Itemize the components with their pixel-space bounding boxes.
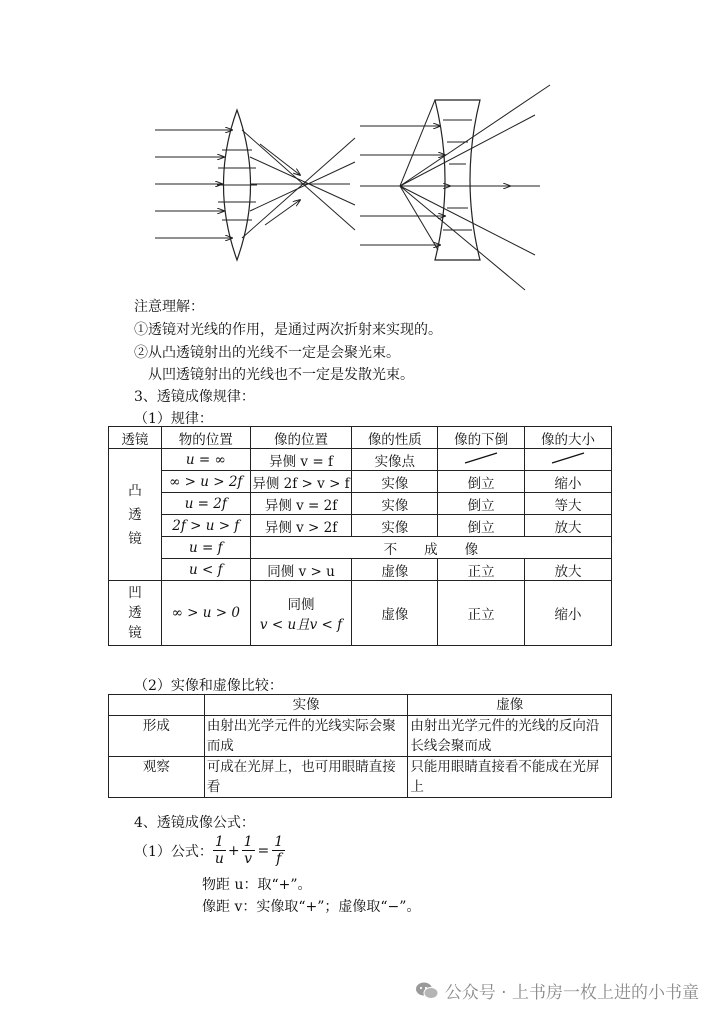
header-cell: 像的位置	[250, 427, 352, 449]
table-row	[109, 471, 612, 493]
table-row	[109, 757, 612, 798]
table-row	[109, 559, 612, 581]
equals-sign: =	[257, 842, 270, 859]
header-cell: 实像	[204, 695, 408, 716]
slash-mark	[548, 451, 588, 465]
header-cell	[109, 695, 205, 716]
nature-cell: 虚像	[352, 559, 438, 581]
nature-cell: 虚像	[352, 581, 438, 646]
img-pos-line2: v < u且v < f	[259, 617, 343, 633]
section3-sub1: （1）规律：	[134, 411, 213, 427]
fraction-1-over-f: $\frac{1}{f}$	[274, 834, 284, 867]
header-cell: 像的性质	[352, 427, 438, 449]
formula-line	[134, 834, 285, 867]
obj-pos-cell: u = ∞	[161, 449, 250, 471]
img-pos-cell: 异侧 v = 2f	[250, 493, 352, 515]
header-cell: 像的大小	[525, 427, 612, 449]
img-pos-cell: 同侧 v > u	[250, 559, 352, 581]
orient-cell: 倒立	[438, 471, 525, 493]
header-cell: 像的下倒	[438, 427, 525, 449]
orient-cell: 正立	[438, 581, 525, 646]
image-distance-note: 像距 v：实像取“+”；虚像取“−”。	[202, 899, 421, 915]
obj-pos-cell: u = f	[161, 537, 250, 559]
concave-lens-label: 凹 透 镜	[109, 581, 162, 646]
section4-title: 4、透镜成像公式：	[134, 815, 255, 831]
header-cell: 虚像	[408, 695, 612, 716]
row-label: 观察	[109, 757, 205, 798]
size-cell	[525, 449, 612, 471]
section3-title: 3、透镜成像规律：	[134, 389, 255, 405]
img-pos-cell: 异侧 v > 2f	[250, 515, 352, 537]
table-row	[109, 493, 612, 515]
no-image-cell: 不 成 像	[250, 537, 611, 559]
nature-cell: 实像	[352, 515, 438, 537]
virtual-cell: 由射出光学元件的光线的反向沿长线会聚而成	[408, 716, 612, 757]
object-distance-note: 物距 u：取“+”。	[202, 877, 312, 893]
fraction-1-over-u: $\frac{1}{u}$	[214, 834, 224, 867]
obj-pos-cell: u = 2f	[161, 493, 250, 515]
watermark-text: 公众号 · 上书房一枚上进的小书童	[444, 983, 699, 1003]
orient-cell: 正立	[438, 559, 525, 581]
header-cell: 透镜	[109, 427, 162, 449]
table-header-row	[109, 695, 612, 716]
size-cell: 缩小	[525, 581, 612, 646]
obj-pos-cell: ∞ > u > 0	[161, 581, 250, 646]
orient-cell: 倒立	[438, 515, 525, 537]
obj-pos-cell: u < f	[161, 559, 250, 581]
real-virtual-compare-table	[108, 694, 612, 798]
note-line-3: 从凹透镜射出的光线也不一定是发散光束。	[148, 367, 414, 383]
size-cell: 放大	[525, 559, 612, 581]
img-pos-cell: 异侧 2f > v > f	[250, 471, 352, 493]
table-row	[109, 581, 612, 646]
table-row	[109, 449, 612, 471]
watermark	[415, 978, 699, 1003]
real-cell: 可成在光屏上，也可用眼睛直接看	[204, 757, 408, 798]
table-row	[109, 515, 612, 537]
img-pos-cell	[250, 581, 352, 646]
img-pos-line1: 同侧	[287, 597, 315, 613]
size-cell: 缩小	[525, 471, 612, 493]
obj-pos-cell: 2f > u > f	[161, 515, 250, 537]
convex-lens-diagram	[150, 100, 360, 270]
wechat-icon	[415, 981, 439, 1001]
plus-sign: +	[227, 842, 240, 859]
size-cell: 放大	[525, 515, 612, 537]
note-line-2: ②从凸透镜射出的光线不一定是会聚光束。	[134, 345, 400, 361]
size-cell: 等大	[525, 493, 612, 515]
convex-lens-label: 凸 透 镜	[109, 449, 162, 581]
nature-cell: 实像点	[352, 449, 438, 471]
slash-mark	[461, 451, 501, 465]
formula-label: （1）公式：	[134, 843, 213, 860]
virtual-cell: 只能用眼睛直接看不能成在光屏上	[408, 757, 612, 798]
orient-cell	[438, 449, 525, 471]
img-pos-cell: 异侧 v = f	[250, 449, 352, 471]
table-row	[109, 716, 612, 757]
section3-sub2: （2）实像和虚像比较：	[134, 678, 283, 694]
note-line-1: ①透镜对光线的作用，是通过两次折射来实现的。	[134, 322, 442, 338]
row-label: 形成	[109, 716, 205, 757]
header-cell: 物的位置	[161, 427, 250, 449]
table-header-row	[109, 427, 612, 449]
concave-lens-diagram	[360, 80, 560, 295]
obj-pos-cell: ∞ > u > 2f	[161, 471, 250, 493]
nature-cell: 实像	[352, 471, 438, 493]
notes-heading: 注意理解：	[134, 299, 204, 315]
imaging-rules-table	[108, 426, 612, 646]
table-row	[109, 537, 612, 559]
fraction-1-over-v: $\frac{1}{v}$	[243, 834, 253, 867]
real-cell: 由射出光学元件的光线实际会聚而成	[204, 716, 408, 757]
nature-cell: 实像	[352, 493, 438, 515]
orient-cell: 倒立	[438, 493, 525, 515]
